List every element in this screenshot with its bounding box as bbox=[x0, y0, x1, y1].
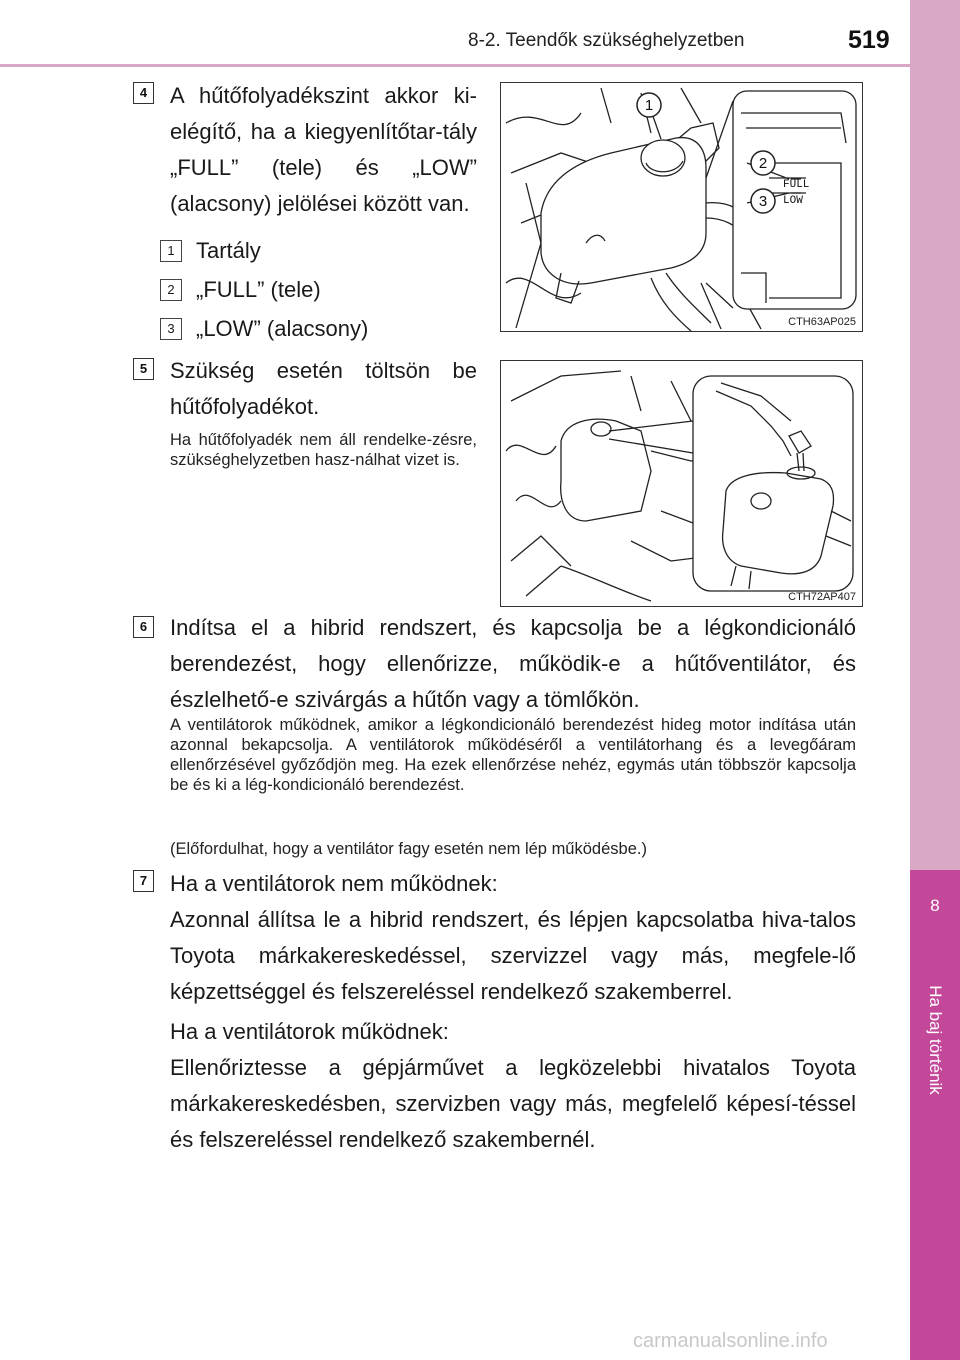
step-4-text: A hűtőfolyadékszint akkor ki-elégítő, ha a kiegyenlítőtar-tály „FULL” (tele) és „LOW” (alacsony) jelölései között van. bbox=[170, 83, 477, 216]
callout-3: 3 bbox=[758, 193, 768, 210]
step-7-heading-a: Ha a ventilátorok nem működnek: bbox=[170, 871, 498, 896]
header-divider bbox=[0, 64, 910, 67]
side-tab-background bbox=[910, 0, 960, 870]
legend-label: Tartály bbox=[196, 238, 261, 263]
step-6-note-2: (Előfordulhat, hogy a ventilátor fagy esetén nem lép működésbe.) bbox=[170, 840, 647, 858]
legend-number: 2 bbox=[160, 279, 182, 301]
step-badge-4: 4 bbox=[133, 82, 154, 104]
fill-coolant-illustration bbox=[500, 360, 863, 607]
step-6-text: Indítsa el a hibrid rendszert, és kapcsolja be a légkondicionáló berendezést, hogy ellenőrizze, működik-e a hűtőventilátor, és észlelhető-e szivárgás a hűtőn vagy a tömlőkön. bbox=[170, 615, 856, 712]
low-mark: LOW bbox=[783, 195, 803, 207]
page-number: 519 bbox=[848, 26, 890, 54]
callout-1: 1 bbox=[644, 97, 654, 114]
full-mark: FULL bbox=[783, 179, 810, 191]
step-badge-5: 5 bbox=[133, 358, 154, 380]
chapter-tab bbox=[910, 870, 960, 1360]
engine-bay-drawing bbox=[501, 83, 862, 331]
section-title: 8-2. Teendők szükséghelyzetben bbox=[468, 30, 745, 51]
figure-code: CTH72AP407 bbox=[788, 591, 856, 603]
step-badge-7: 7 bbox=[133, 870, 154, 892]
step-5-note: Ha hűtőfolyadék nem áll rendelke-zésre, szükséghelyzetben hasz-nálhat vizet is. bbox=[170, 431, 477, 469]
watermark: carmanualsonline.info bbox=[633, 1330, 828, 1352]
coolant-reservoir-illustration bbox=[500, 82, 863, 332]
step-7-text-a: Azonnal állítsa le a hibrid rendszert, és lépjen kapcsolatba hiva-talos Toyota márkakereskedéssel, szervizzel vagy más, megfele-lő képzettséggel és felszereléssel rendelkező szakemberrel. bbox=[170, 907, 856, 1004]
step-7-heading-b: Ha a ventilátorok működnek: bbox=[170, 1019, 449, 1044]
legend-label: „LOW” (alacsony) bbox=[196, 316, 369, 341]
callout-2: 2 bbox=[758, 155, 768, 172]
chapter-title: Ha baj történik bbox=[926, 985, 945, 1095]
engine-bay-fill-drawing bbox=[501, 361, 862, 606]
step-5-text: Szükség esetén töltsön be hűtőfolyadékot. bbox=[170, 358, 477, 419]
legend-label: „FULL” (tele) bbox=[196, 277, 321, 302]
figure-code: CTH63AP025 bbox=[788, 316, 856, 328]
legend-number: 1 bbox=[160, 240, 182, 262]
legend-number: 3 bbox=[160, 318, 182, 340]
step-6-note: A ventilátorok működnek, amikor a légkondicionáló berendezést hideg motor indítása után azonnal bekapcsolja. A ventilátorok működéséről a ventilátorhang és a levegőáram ellenőrzésével győződjön meg. Ha ezek ellenőrzése nehéz, egymás után többször kapcsolja be és ki a lég-kondicionáló berendezést. bbox=[170, 716, 856, 794]
step-7-text-b: Ellenőriztesse a gépjárművet a legközelebbi hivatalos Toyota márkakereskedésben, szervizben vagy más, megfelelő képesí-téssel és felszereléssel rendelkező szakembernél. bbox=[170, 1055, 856, 1152]
step-badge-6: 6 bbox=[133, 616, 154, 638]
chapter-number: 8 bbox=[930, 896, 940, 915]
